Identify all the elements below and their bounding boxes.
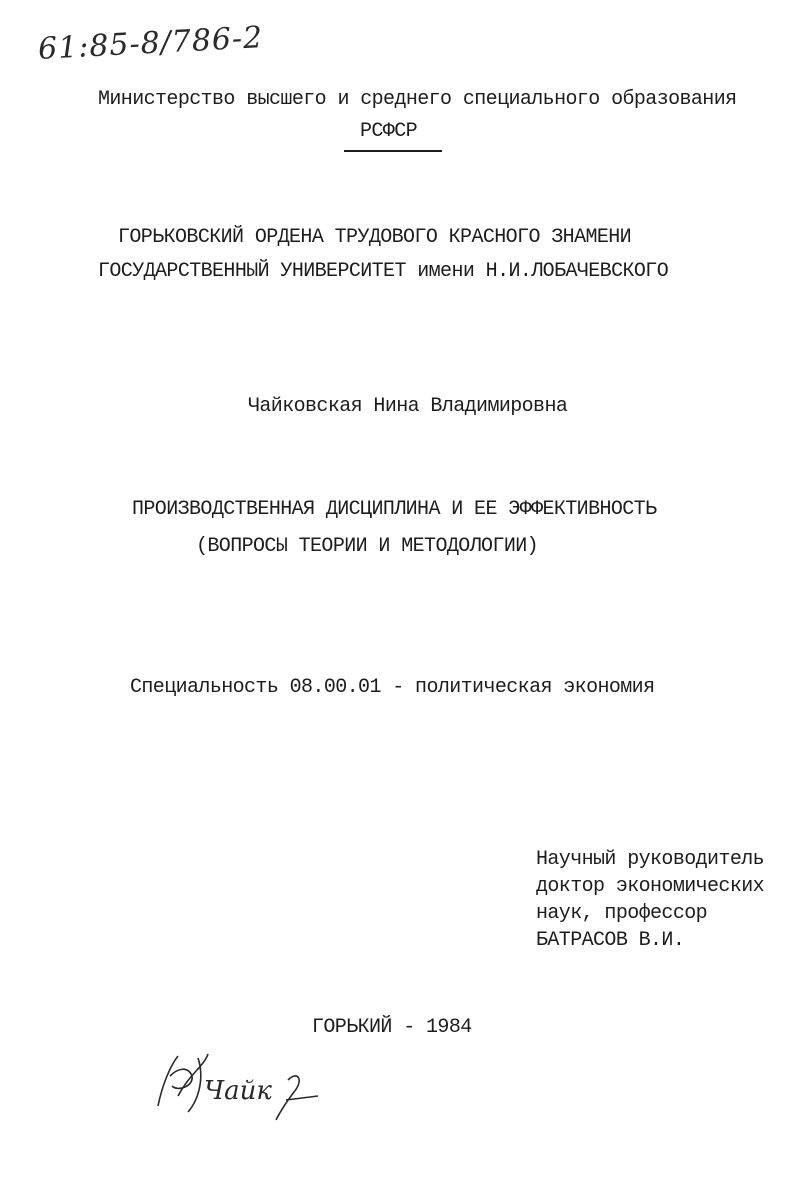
title-line-1: ПРОИЗВОДСТВЕННАЯ ДИСЦИПЛИНА И ЕЕ ЭФФЕКТИВНОСТЬ xyxy=(132,498,657,521)
advisor-line-2: доктор экономических xyxy=(536,875,765,898)
handwritten-signature xyxy=(148,1046,328,1126)
author-name: Чайковская Нина Владимировна xyxy=(248,395,568,418)
advisor-line-1: Научный руководитель xyxy=(536,848,765,871)
ministry-underline xyxy=(344,150,442,152)
ministry-line-2: РСФСР xyxy=(360,120,418,143)
ministry-line-1: Министерство высшего и среднего специального образования xyxy=(98,88,737,111)
advisor-line-4: БАТРАСОВ В.И. xyxy=(536,929,685,952)
city-year: ГОРЬКИЙ - 1984 xyxy=(312,1016,472,1039)
archive-mark: 61:85-8/786-2 xyxy=(37,20,265,67)
university-line-1: ГОРЬКОВСКИЙ ОРДЕНА ТРУДОВОГО КРАСНОГО ЗНАМЕНИ xyxy=(118,226,632,249)
university-line-2: ГОСУДАРСТВЕННЫЙ УНИВЕРСИТЕТ имени Н.И.ЛОБАЧЕВСКОГО xyxy=(98,260,669,283)
specialty: Специальность 08.00.01 - политическая экономия xyxy=(130,676,655,699)
signature-text: Чайк xyxy=(204,1076,272,1106)
advisor-line-3: наук, профессор xyxy=(536,902,708,925)
title-line-2: (ВОПРОСЫ ТЕОРИИ И МЕТОДОЛОГИИ) xyxy=(196,535,539,558)
